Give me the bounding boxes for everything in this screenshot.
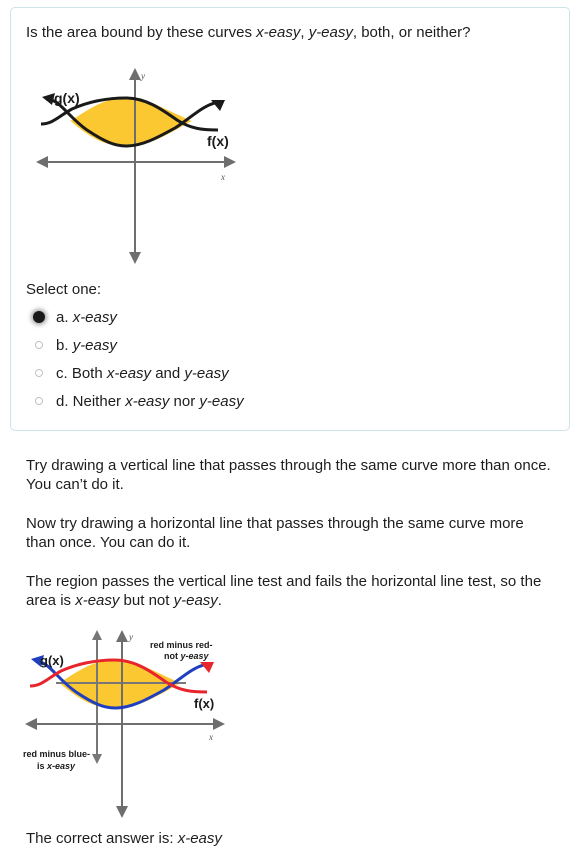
radio-selected-icon (33, 311, 45, 323)
radio-c[interactable] (32, 369, 46, 377)
feedback-paragraph-2: Now try drawing a horizontal line that passes through the same curve more than once. You can do it. (26, 515, 524, 551)
radio-b[interactable] (32, 341, 46, 349)
radio-d[interactable] (32, 397, 46, 405)
x-axis-right-arrow (224, 156, 236, 168)
y-axis-up-arrow (129, 68, 141, 80)
question-card (10, 7, 570, 431)
radio-unselected-icon (35, 341, 43, 349)
label-f: f(x) (194, 696, 215, 711)
option-d-label: d. Neither x-easy nor y-easy (56, 392, 244, 410)
bottom-note-line-1: red minus blue- (23, 749, 91, 759)
option-a-label: a. x-easy (56, 308, 117, 326)
label-y-axis: y (141, 71, 145, 81)
question-text: Is the area bound by these curves x-easy, y-easy, both, or neither? (26, 24, 471, 41)
top-note-line-1: red minus red- (150, 640, 213, 650)
y-axis-down-arrow (129, 252, 141, 264)
feedback-paragraph-3: The region passes the vertical line test and fails the horizontal line test, so the area is x-easy but not y-easy. (26, 573, 542, 609)
y-axis-down-arrow (116, 806, 128, 818)
radio-unselected-icon (35, 397, 43, 405)
answer-options (26, 303, 244, 415)
top-note-line-2: not y-easy (164, 651, 209, 661)
vertical-test-up-arrow (92, 630, 102, 640)
radio-a[interactable] (32, 311, 46, 323)
x-axis-left-arrow (25, 718, 37, 730)
x-axis-left-arrow (36, 156, 48, 168)
curve-f-arrow (211, 100, 225, 111)
bounded-region (71, 98, 192, 146)
label-f: f(x) (207, 133, 229, 149)
option-b-label: b. y-easy (56, 336, 117, 354)
option-c[interactable] (26, 359, 244, 387)
feedback-paragraph-1: Try drawing a vertical line that passes through the same curve more than once. You can’t do it. (26, 457, 551, 493)
label-y-axis: y (129, 632, 133, 642)
explanation-graph (16, 622, 236, 822)
label-x-axis: x (209, 732, 213, 742)
correct-answer: The correct answer is: x-easy (26, 830, 222, 847)
bottom-note-line-2: is x-easy (37, 761, 76, 771)
label-x-axis: x (221, 172, 225, 182)
question-graph (27, 60, 247, 270)
curve-f-arrow (200, 662, 214, 673)
radio-unselected-icon (35, 369, 43, 377)
label-g: g(x) (54, 90, 80, 106)
vertical-test-down-arrow (92, 754, 102, 764)
label-g: g(x) (40, 653, 64, 668)
x-axis-right-arrow (213, 718, 225, 730)
option-c-label: c. Both x-easy and y-easy (56, 364, 229, 382)
option-b[interactable] (26, 331, 244, 359)
option-d[interactable] (26, 387, 244, 415)
select-one-label: Select one: (26, 281, 102, 298)
y-axis-up-arrow (116, 630, 128, 642)
option-a[interactable] (26, 303, 244, 331)
